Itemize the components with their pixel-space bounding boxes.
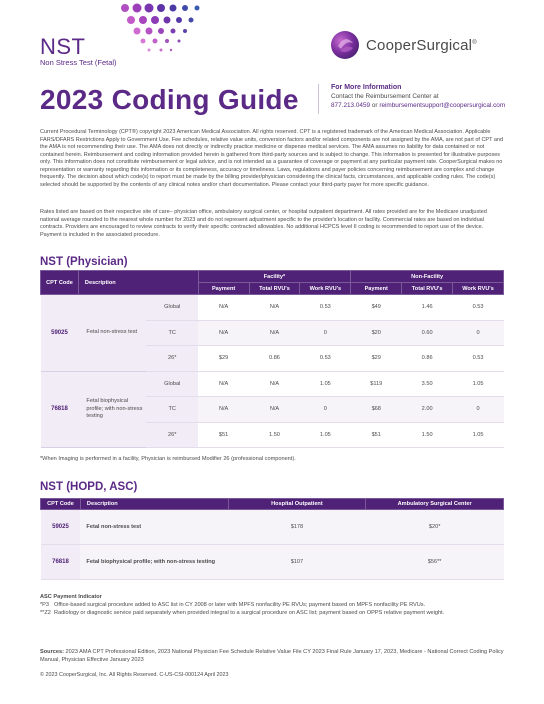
col-facility-work-rvu: Work RVU's bbox=[300, 283, 351, 295]
nonfacility-payment-cell: $51 bbox=[351, 422, 402, 448]
col-nonfacility-payment: Payment bbox=[351, 283, 402, 295]
modifier-cell: Global bbox=[146, 371, 198, 397]
cpt-code-cell: 59025 bbox=[41, 295, 79, 372]
nonfacility-work-rvu-cell: 0 bbox=[453, 397, 504, 423]
hopd-asc-rates-table bbox=[40, 498, 504, 580]
nonfacility-total-rvu-cell: 1.46 bbox=[402, 295, 453, 321]
modifier-cell: 26* bbox=[146, 346, 198, 372]
table-row bbox=[41, 295, 504, 321]
col-facility-payment: Payment bbox=[198, 283, 249, 295]
description-cell: Fetal biophysical profile; with non-stress testing bbox=[78, 371, 146, 448]
rates-disclaimer: Rates listed are based on their respective site of care– physician office, ambulatory surgical center, or hospital outpatient department. All rates provided are for the Medicare unadjusted national average rounded to the nearest whole number for 2023 and do not represent adjustment specific to the provider's location or facility. Commercial rates are based on individual contracts. Providers are encouraged to review contracts to verify their specific contracted allowables. No additional HCPCS level II coding is recommended to report use of the device. Payment is included in the associated procedure. bbox=[40, 209, 487, 238]
facility-work-rvu-cell: 0.53 bbox=[300, 295, 351, 321]
table-row bbox=[41, 510, 504, 545]
col-description: Description bbox=[78, 271, 198, 295]
table-row bbox=[41, 371, 504, 397]
nonfacility-total-rvu-cell: 2.00 bbox=[402, 397, 453, 423]
col-cpt-code: CPT Code bbox=[41, 499, 81, 510]
nonfacility-payment-cell: $68 bbox=[351, 397, 402, 423]
nonfacility-payment-cell: $119 bbox=[351, 371, 402, 397]
physician-footnote: *When Imaging is performed in a facility, Physician is reimbursed Modifier 26 (professional component). bbox=[40, 456, 296, 462]
product-name: NST bbox=[40, 34, 86, 59]
coopersurgical-logo bbox=[330, 30, 477, 60]
cpt-code-cell: 76818 bbox=[41, 545, 81, 580]
hospital-outpatient-cell: $107 bbox=[228, 545, 366, 580]
facility-work-rvu-cell: 0.53 bbox=[300, 346, 351, 372]
asc-payment-indicator bbox=[40, 593, 444, 617]
asc-indicator-title: ASC Payment Indicator bbox=[40, 594, 102, 600]
facility-work-rvu-cell: 1.05 bbox=[300, 422, 351, 448]
facility-payment-cell: $29 bbox=[198, 346, 249, 372]
asc-indicator-item: *P3 Office-based surgical procedure added to ASC list in CY 2008 or later with MPFS nonfacility PE RVUs; payment based on MPFS nonfacility PE RVUs. bbox=[40, 602, 426, 608]
asc-cell: $20* bbox=[366, 510, 504, 545]
nonfacility-work-rvu-cell: 1.05 bbox=[453, 422, 504, 448]
facility-total-rvu-cell: N/A bbox=[249, 397, 300, 423]
description-cell: Fetal non-stress test bbox=[80, 510, 228, 545]
nonfacility-total-rvu-cell: 0.60 bbox=[402, 320, 453, 346]
nonfacility-payment-cell: $29 bbox=[351, 346, 402, 372]
nonfacility-total-rvu-cell: 3.50 bbox=[402, 371, 453, 397]
modifier-cell: Global bbox=[146, 295, 198, 321]
col-nonfacility-total-rvu: Total RVU's bbox=[402, 283, 453, 295]
col-facility-total-rvu: Total RVU's bbox=[249, 283, 300, 295]
hopd-section-title: NST (HOPD, ASC) bbox=[40, 481, 138, 493]
facility-total-rvu-cell: N/A bbox=[249, 320, 300, 346]
contact-line: Contact the Reimbursement Center at bbox=[331, 93, 439, 100]
copyright-line: © 2023 CooperSurgical, Inc. All Rights Reserved. C-US-CSI-000124 April 2023 bbox=[40, 672, 229, 678]
modifier-cell: 26* bbox=[146, 422, 198, 448]
table-row bbox=[41, 545, 504, 580]
facility-total-rvu-cell: 1.50 bbox=[249, 422, 300, 448]
facility-work-rvu-cell: 0 bbox=[300, 397, 351, 423]
email-link[interactable]: reimbursementsupport@coopersurgical.com bbox=[379, 102, 506, 109]
facility-payment-cell: N/A bbox=[198, 397, 249, 423]
nonfacility-total-rvu-cell: 1.50 bbox=[402, 422, 453, 448]
sources-note: Sources: 2023 AMA CPT Professional Edition, 2023 National Physician Fee Schedule Relative Value File CY 2023 Final Rule January 17, 2023, Medicare - National Correct Coding Policy Manual, Physician Effective January 2023 bbox=[40, 649, 504, 663]
col-ambulatory-surgical-center: Ambulatory Surgical Center bbox=[366, 499, 504, 510]
facility-total-rvu-cell: N/A bbox=[249, 371, 300, 397]
description-cell: Fetal non-stress test bbox=[78, 295, 146, 372]
cpt-code-cell: 76818 bbox=[41, 371, 79, 448]
cpt-code-cell: 59025 bbox=[41, 510, 81, 545]
hospital-outpatient-cell: $178 bbox=[228, 510, 366, 545]
col-nonfacility-work-rvu: Work RVU's bbox=[453, 283, 504, 295]
physician-rates-table bbox=[40, 270, 504, 448]
facility-payment-cell: N/A bbox=[198, 320, 249, 346]
col-cpt-code: CPT Code bbox=[41, 271, 79, 295]
col-description: Description bbox=[80, 499, 228, 510]
product-subtitle: Non Stress Test (Fetal) bbox=[40, 58, 117, 67]
page-title: 2023 Coding Guide bbox=[40, 84, 299, 115]
facility-total-rvu-cell: N/A bbox=[249, 295, 300, 321]
description-cell: Fetal biophysical profile; with non-stress testing bbox=[80, 545, 228, 580]
brand-name: CooperSurgical® bbox=[366, 36, 477, 54]
contact-details: 877.213.0459 or reimbursementsupport@coopersurgical.com bbox=[331, 102, 506, 109]
col-hospital-outpatient: Hospital Outpatient bbox=[228, 499, 366, 510]
nonfacility-payment-cell: $20 bbox=[351, 320, 402, 346]
nonfacility-work-rvu-cell: 1.05 bbox=[453, 371, 504, 397]
facility-payment-cell: N/A bbox=[198, 295, 249, 321]
facility-work-rvu-cell: 0 bbox=[300, 320, 351, 346]
modifier-cell: TC bbox=[146, 320, 198, 346]
physician-section-title: NST (Physician) bbox=[40, 256, 128, 268]
contact-title: For More Information bbox=[331, 84, 402, 91]
nonfacility-total-rvu-cell: 0.86 bbox=[402, 346, 453, 372]
decorative-dots-graphic bbox=[105, 0, 215, 60]
modifier-cell: TC bbox=[146, 397, 198, 423]
facility-payment-cell: N/A bbox=[198, 371, 249, 397]
contact-info bbox=[331, 83, 505, 110]
nonfacility-work-rvu-cell: 0 bbox=[453, 320, 504, 346]
col-facility: Facility* bbox=[198, 271, 351, 283]
nonfacility-payment-cell: $49 bbox=[351, 295, 402, 321]
facility-total-rvu-cell: 0.86 bbox=[249, 346, 300, 372]
nonfacility-work-rvu-cell: 0.53 bbox=[453, 346, 504, 372]
legal-disclaimer: Current Procedural Terminology (CPT®) copyright 2023 American Medical Association. All rights reserved. CPT is a registered trademark of the American Medical Association. Applicable FARS/DFARS Restrictions Apply to Government Use. Fee schedules, relative value units, conversion factors and/or related components are not assigned by the AMA, are not part of CPT and the AMA is not recommending their use. The AMA does not directly or indirectly practice medicine or dispense medical services. The AMA assumes no liability for data contained or not contained herein. Reimbursement and coding information provided herein is gathered from third-party sources and is subject to change. This information is presented for illustrative purposes only. This information does not constitute reimbursement or legal advice, and is not intended as a guarantee of coverage or payment at any particular payment rate. CooperSurgical makes no representation or warranty regarding this information or its completeness, accuracy or timeliness. Laws, regulations and payer policies concerning reimbursement are complex and change frequently. The decision about which code(s) to report must be made by the billing provider/physician considering the clinical facts, circumstances, and applicable coding rules. The code(s) selected should be supported by the contents of any clinical notes and/or chart documentation. Please contact your third-party payer for more specific guidance. bbox=[40, 129, 504, 188]
col-non-facility: Non-Facility bbox=[351, 271, 504, 283]
header-divider bbox=[318, 84, 319, 114]
phone-link[interactable]: 877.213.0459 bbox=[331, 102, 371, 109]
facility-payment-cell: $51 bbox=[198, 422, 249, 448]
asc-indicator-item: **Z2 Radiology or diagnostic service paid separately when provided integral to a surgical procedure on ASC list; payment based on OPPS relative payment weight. bbox=[40, 610, 445, 616]
asc-cell: $56** bbox=[366, 545, 504, 580]
coopersurgical-logo-mark-icon bbox=[330, 30, 360, 60]
nonfacility-work-rvu-cell: 0.53 bbox=[453, 295, 504, 321]
facility-work-rvu-cell: 1.05 bbox=[300, 371, 351, 397]
